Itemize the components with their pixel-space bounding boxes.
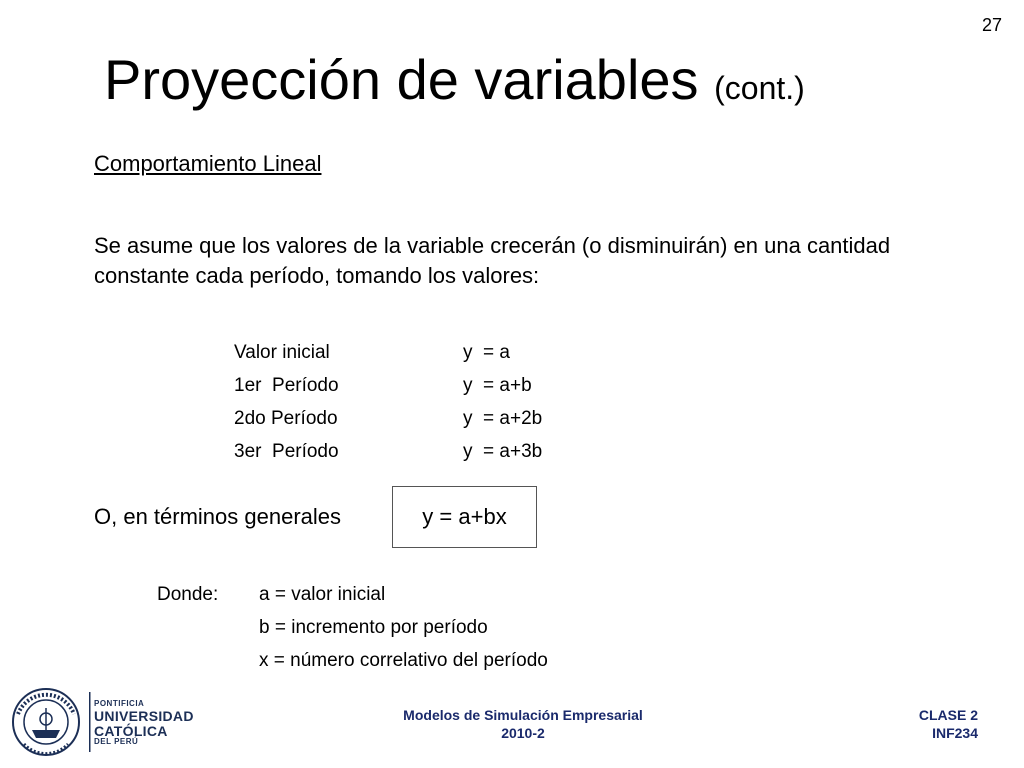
logo-line-2: UNIVERSIDAD — [94, 708, 194, 724]
footer-class-info — [919, 706, 978, 742]
period-label: Valor inicial — [234, 342, 330, 363]
general-terms-label: O, en términos generales — [94, 504, 342, 529]
definition-item: x = número correlativo del período — [259, 650, 548, 671]
period-formula: y = a+3b — [463, 441, 543, 462]
intro-paragraph: Se asume que los valores de la variable crecerán (o disminuirán) en una cantidad constante cada período, tomando los valores: — [94, 233, 891, 288]
logo-line-3: CATÓLICA — [94, 723, 168, 739]
definitions-list — [259, 578, 548, 677]
definition-item: a = valor inicial — [259, 584, 386, 605]
definition-item: b = incremento por período — [259, 617, 488, 638]
section-subheading: Comportamiento Lineal — [94, 151, 322, 176]
donde-label: Donde: — [157, 584, 219, 605]
period-label: 1er Período — [234, 375, 339, 396]
title-main: Proyección de variables — [104, 48, 699, 111]
title-suffix: (cont.) — [714, 70, 805, 106]
general-formula: y = a+bx — [422, 504, 507, 529]
footer-course: Modelos de Simulación Empresarial — [403, 707, 643, 723]
slide-title — [104, 48, 805, 111]
period-label: 3er Período — [234, 441, 339, 462]
footer-course-info — [0, 706, 1024, 742]
period-label: 2do Período — [234, 408, 338, 429]
footer-class: CLASE 2 — [918, 707, 978, 723]
logo-line-1: PONTIFICIA — [94, 699, 145, 708]
slide-number: 27 — [981, 15, 1002, 35]
period-formula: y = a+2b — [463, 408, 543, 429]
footer-term: 2010-2 — [501, 725, 545, 741]
footer-code: INF234 — [932, 725, 978, 741]
period-formula: y = a — [463, 342, 510, 363]
period-formula: y = a+b — [463, 375, 532, 396]
logo-line-4: DEL PERÚ — [94, 737, 139, 746]
general-formula-box — [392, 486, 537, 548]
